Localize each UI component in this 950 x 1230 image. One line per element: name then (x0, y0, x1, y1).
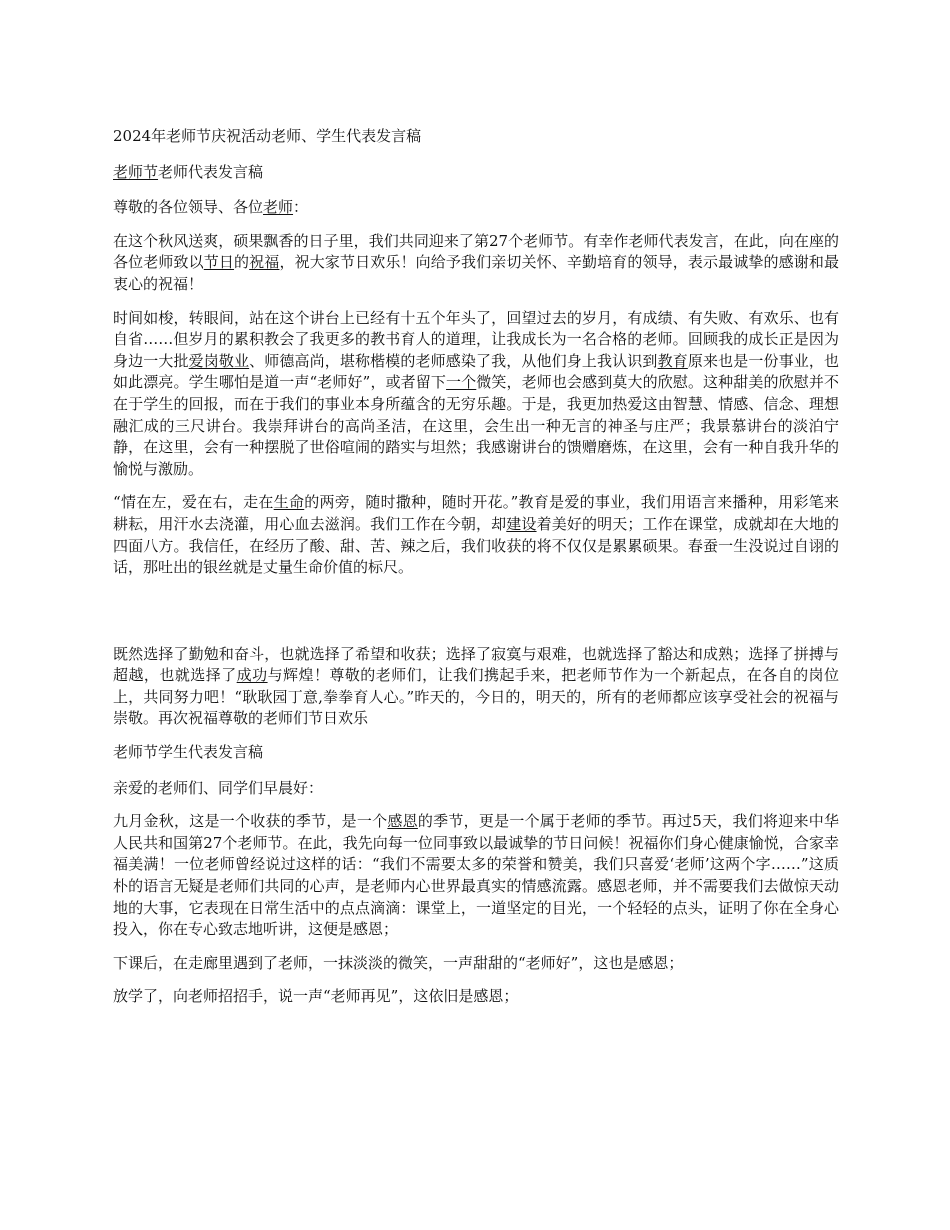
student-speech-body (113, 811, 839, 1008)
salutation-colon: ： (293, 198, 309, 217)
salutation-teacher (113, 197, 839, 219)
paragraph-text: 、师德高尚，堪称楷模的老师感染了我，从他们身上我认识到 (249, 351, 658, 370)
paragraph-text: 在这个秋风送爽，硕果飘香的日子里，我们共同迎来了第27个老师节。有幸作老师代表发言，在此，向在座的各位老师致以 (113, 231, 839, 272)
inline-link[interactable]: 节日 (203, 253, 235, 272)
paragraph-text: 既然选择了勤勉和奋斗，也就选择了希望和收获；选择了寂寞与艰难，也就选择了豁达和成熟；选择了拼搏与超越，也就选择了 (113, 644, 839, 685)
section-heading-student: 老师节学生代表发言稿 (113, 743, 264, 762)
paragraph-text: 下课后，在走廊里遇到了老师，一抹淡淡的微笑，一声甜甜的“老师好”，这也是感恩； (113, 953, 684, 972)
paragraph-text: 原来也是一份事业，也如此漂亮。学生哪怕是道一声“老师好”，或者留下 (113, 351, 839, 392)
paragraph-text: “情在左，爱在右，走在 (113, 493, 274, 512)
paragraph-text: 的 (234, 253, 250, 272)
body-paragraph (113, 811, 839, 941)
paragraph-text: 的两旁，随时撒种，随时开花。”教育是爱的事业，我们用语言来播种，用彩笔来耕耘，用汗水去浇灌，用心血去滋润。我们工作在今朝，却 (113, 493, 839, 533)
inline-link[interactable]: 建设 (506, 514, 537, 533)
inline-link[interactable]: 感恩 (387, 812, 418, 831)
paragraph-text: 九月金秋，这是一个收获的季节，是一个 (113, 812, 388, 831)
salutation-student: 亲爱的老师们、同学们早晨好： (113, 778, 324, 797)
body-paragraph (113, 986, 839, 1008)
inline-link[interactable]: 一个 (446, 373, 477, 392)
teacher-speech-body (113, 231, 839, 730)
blank-space (113, 591, 839, 644)
paragraph-text: 着美好的明天；工作在课堂，成就却在大地的四面八方。我信任，在经历了酸、甜、苦、辣之后，我们收获的将不仅仅是累累硕果。春蚕一生没说过自诩的话，那吐出的银丝就是丈量生命价值的标尺。 (113, 514, 839, 577)
inline-link[interactable]: 生命 (273, 493, 305, 512)
inline-link[interactable]: 教育 (657, 351, 688, 370)
body-paragraph (113, 953, 839, 975)
salutation-link-text[interactable]: 老师 (263, 198, 294, 217)
inline-link[interactable]: 成功 (236, 666, 268, 685)
body-paragraph (113, 308, 839, 481)
salutation-text: 尊敬的各位领导、各位 (113, 198, 264, 217)
paragraph-text: 时间如梭，转眼间，站在这个讲台上已经有十五个年头了，回望过去的岁月，有成绩、有失败、有欢乐、也有自省……但岁月的累积教会了我更多的教书育人的道理，让我成长为一名合格的老师。回顾我的成长正是因为身边一大批 (113, 308, 839, 370)
inline-link[interactable]: 祝福 (249, 253, 280, 272)
inline-link[interactable]: 爱岗敬业 (188, 351, 250, 370)
paragraph-text: 微笑，老师也会感到莫大的欣慰。这种甜美的欣慰并不在于学生的回报，而在于我们的事业本身所蕴含的无穷乐趣。于是，我更加热爱这由智慧、情感、信念、理想融汇成的三尺讲台。我崇拜讲台的高尚圣洁，在这里，会生出一种无言的神圣与庄严；我景慕讲台的淡泊宁静，在这里，会有一种摆脱了世俗喧闹的踏实与坦然；我感谢讲台的馈赠磨炼，在这里，会有一种自我升华的愉悦与激励。 (113, 373, 839, 478)
body-paragraph (113, 644, 839, 730)
document-title: 2024年老师节庆祝活动老师、学生代表发言稿 (113, 127, 422, 145)
document-page (113, 126, 839, 1020)
paragraph-text: 与辉煌！尊敬的老师们，让我们携起手来，把老师节作为一个新起点，在各自的岗位上，共同努力吧！“耿耿园丁意,拳拳育人心。”昨天的，今日的，明天的，所有的老师都应该享受社会的祝福与崇敬。再次祝福尊敬的老师们节日欢乐 (113, 666, 839, 728)
paragraph-text: 的季节，更是一个属于老师的季节。再过5天，我们将迎来中华人民共和国第27个老师节。在此，我先向每一位同事致以最诚挚的节日问候！祝福你们身心健康愉悦，合家幸福美满！一位老师曾经说过这样的话：“我们不需要太多的荣誉和赞美，我们只喜爱‘老师’这两个字……”这质朴的语言无疑是老师们共同的心声，是老师内心世界最真实的情感流露。感恩老师，并不需要我们去做惊天动地的大事，它表现在日常生活中的点点滴滴：课堂上，一道坚定的目光，一个轻轻的点头，证明了你在全身心投入，你在专心致志地听讲，这便是感恩； (113, 812, 839, 939)
body-paragraph (113, 231, 839, 296)
body-paragraph (113, 492, 839, 578)
heading-text: 老师代表发言稿 (158, 162, 264, 181)
paragraph-text: 放学了，向老师招招手，说一声“老师再见”，这依旧是感恩； (113, 987, 519, 1006)
heading-link-text[interactable]: 老师节 (113, 162, 159, 181)
paragraph-text: ，祝大家节日欢乐！向给予我们亲切关怀、辛勤培育的领导，表示最诚挚的感谢和最衷心的祝福！ (113, 253, 839, 293)
section-heading-teacher (113, 162, 839, 184)
